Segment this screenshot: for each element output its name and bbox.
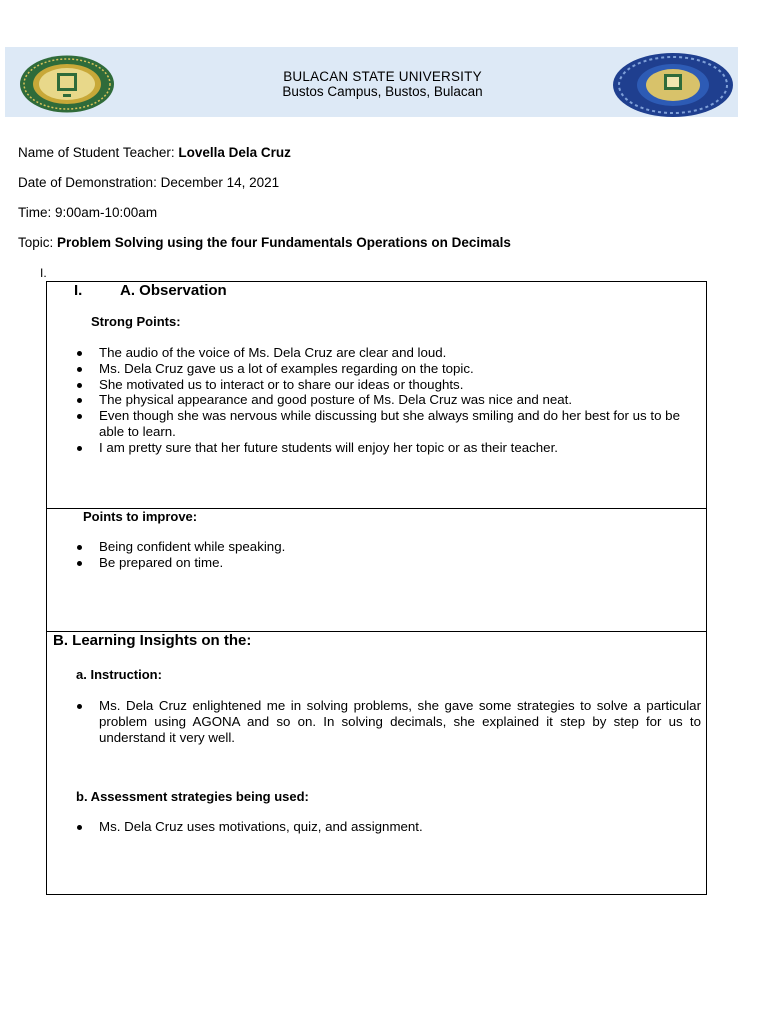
strong-points-title: Strong Points: bbox=[91, 314, 181, 329]
student-teacher-name: Lovella Dela Cruz bbox=[178, 145, 291, 160]
student-teacher-label: Name of Student Teacher: bbox=[18, 145, 179, 160]
topic-line bbox=[18, 235, 511, 250]
strong-points-list bbox=[47, 345, 702, 456]
list-item: Ms. Dela Cruz gave us a lot of examples regarding on the topic. bbox=[47, 361, 702, 377]
list-item: She motivated us to interact or to share our ideas or thoughts. bbox=[47, 377, 702, 393]
stray-numeral: I. bbox=[40, 266, 47, 280]
list-item: The audio of the voice of Ms. Dela Cruz are clear and loud. bbox=[47, 345, 702, 361]
student-teacher-line bbox=[18, 145, 291, 160]
instruction-list bbox=[47, 698, 701, 745]
list-item: The physical appearance and good posture of Ms. Dela Cruz was nice and neat. bbox=[47, 392, 702, 408]
list-item: Ms. Dela Cruz enlightened me in solving problems, she gave some strategies to solve a particular problem using AGONA and so on. In solving decimals, she explained it step by step for us to understand it very well. bbox=[47, 698, 701, 745]
list-item: Be prepared on time. bbox=[47, 555, 702, 571]
university-name: BULACAN STATE UNIVERSITY bbox=[283, 69, 482, 84]
improve-points-list bbox=[47, 539, 702, 571]
demonstration-date: Date of Demonstration: December 14, 2021 bbox=[18, 175, 280, 190]
list-item: Even though she was nervous while discussing but she always smiling and do her best for us to be able to learn. bbox=[47, 408, 702, 440]
university-seal-icon bbox=[19, 55, 115, 118]
observation-numeral: I. bbox=[74, 282, 83, 299]
assessment-list bbox=[47, 819, 701, 835]
topic-label: Topic: bbox=[18, 235, 58, 250]
university-header bbox=[5, 47, 738, 117]
assessment-title: b. Assessment strategies being used: bbox=[76, 789, 309, 804]
observation-title: A. Observation bbox=[120, 282, 227, 299]
learning-insights-section bbox=[46, 631, 707, 895]
campus-name: Bustos Campus, Bustos, Bulacan bbox=[282, 84, 483, 99]
list-item: Ms. Dela Cruz uses motivations, quiz, and assignment. bbox=[47, 819, 701, 835]
college-of-education-seal-icon bbox=[613, 53, 733, 122]
points-to-improve-section bbox=[46, 508, 707, 632]
instruction-title: a. Instruction: bbox=[76, 667, 162, 682]
list-item: Being confident while speaking. bbox=[47, 539, 702, 555]
observation-section bbox=[46, 281, 707, 509]
list-item: I am pretty sure that her future students will enjoy her topic or as their teacher. bbox=[47, 440, 702, 456]
points-to-improve-title: Points to improve: bbox=[83, 509, 198, 524]
topic-value: Problem Solving using the four Fundamentals Operations on Decimals bbox=[57, 235, 511, 250]
learning-insights-title: B. Learning Insights on the: bbox=[53, 632, 252, 649]
demonstration-time: Time: 9:00am-10:00am bbox=[18, 205, 158, 220]
